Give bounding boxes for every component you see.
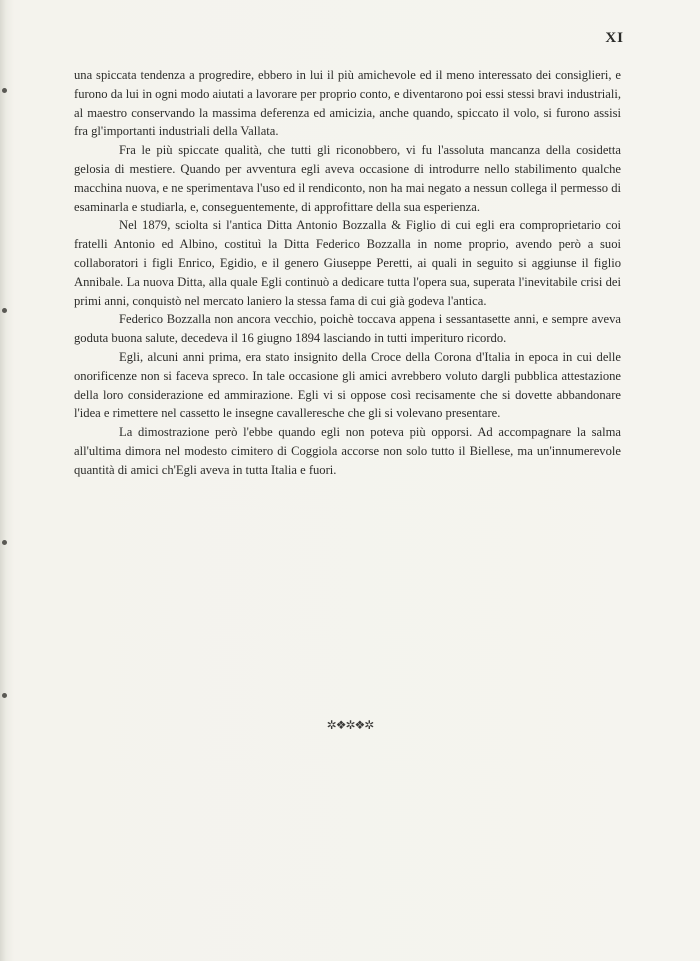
paragraph: Egli, alcuni anni prima, era stato insignito della Croce della Corona d'Italia in epoca in cui delle onorificenze non si faceva spreco. In tale occasione gli amici avrebbero voluto dargli pubblica attestazione della loro considerazione ed ammirazione. Egli vi si oppose così recisamente che si dovette abbandonare l'idea e rimettere nel cassetto le insegne cavalleresche che gli si volevano presentare.: [74, 349, 621, 421]
paragraph: La dimostrazione però l'ebbe quando egli non poteva più opporsi. Ad accompagnare la salma all'ultima dimora nel modesto cimitero di Coggiola accorse non solo tutto il Biellese, ma un'innumerevole quantità di amici ch'Egli aveva in tutta Italia e fuori.: [74, 425, 621, 477]
binding-hole-mark: [2, 540, 7, 545]
body-text: [74, 66, 621, 480]
paragraph: Federico Bozzalla non ancora vecchio, poichè toccava appena i sessantasette anni, e sempre aveva goduta buona salute, decedeva il 16 giugno 1894 lasciando in tutti imperituro ricordo.: [74, 312, 621, 346]
page-number: XI: [605, 30, 624, 46]
decorative-ornament: ✲❖✲❖✲: [326, 718, 374, 732]
binding-hole-mark: [2, 693, 7, 698]
binding-hole-mark: [2, 88, 7, 93]
binding-hole-mark: [2, 308, 7, 313]
paragraph: Nel 1879, sciolta si l'antica Ditta Antonio Bozzalla & Figlio di cui egli era comproprietario coi fratelli Antonio ed Albino, costituì la Ditta Federico Bozzalla in nome proprio, avendo però a suoi collaboratori i figli Enrico, Egidio, e il genero Giuseppe Peretti, ai quali in seguito si aggiunse il figlio Annibale. La nuova Ditta, alla quale Egli continuò a dedicare tutta l'opera sua, superata l'inevitabile crisi dei primi anni, conquistò nel mercato laniero la stessa fama di cui già godeva l'antica.: [74, 218, 621, 308]
paragraph: una spiccata tendenza a progredire, ebbero in lui il più amichevole ed il meno interessato dei consiglieri, e furono da lui in ogni modo aiutati a lavorare per proprio conto, e diventarono poi essi stessi bravi industriali, al maestro conservando la massima deferenza ed amicizia, anche quando, spiccato il volo, si furono assisi fra gl'importanti industriali della Vallata.: [74, 68, 622, 139]
paragraph: Fra le più spiccate qualità, che tutti gli riconobbero, vi fu l'assoluta mancanza della cosidetta gelosia di mestiere. Quando per avventura egli aveva occasione di introdurre nello stabilimento qualche macchina nuova, e ne sperimentava l'uso ed il rendiconto, non ha mai negato a nessun collega il permesso di esaminarla e studiarla, e, conseguentemente, di approfittare della sua esperienza.: [74, 143, 621, 214]
